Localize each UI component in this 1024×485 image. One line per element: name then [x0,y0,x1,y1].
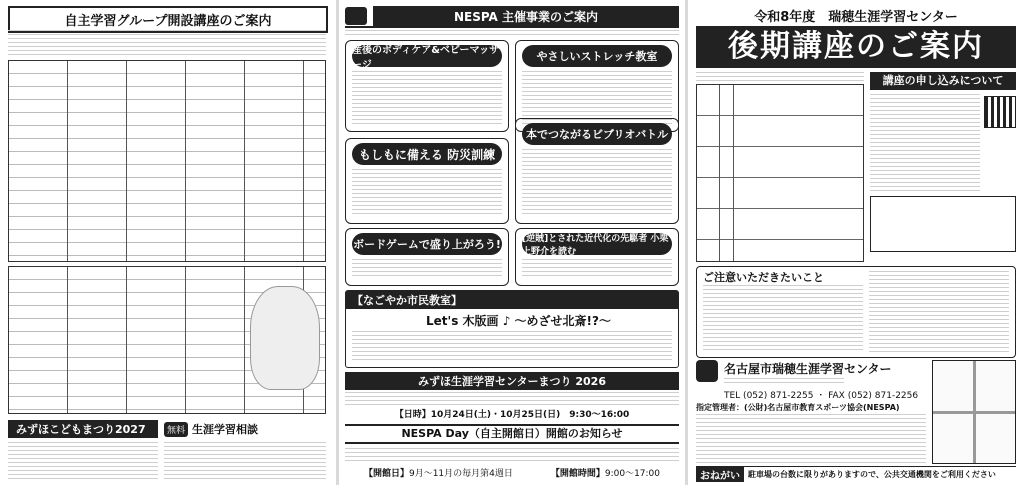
bottom-note [696,466,1016,482]
open-day-label: 【開館日】 [363,469,409,479]
card-stretch-title: やさしいストレッチ教室 [522,45,672,67]
consultation-header [164,420,326,438]
nagoya-class-body [352,331,672,363]
card-postnatal-care-body [352,71,502,125]
open-day-value: 9月〜11月の毎月第4週日 [408,469,513,479]
access-map [932,360,1016,464]
card-disaster-drill-body [352,169,502,217]
course-table-top [8,60,326,262]
notes-title: ご注意いただきたいこと [703,271,824,284]
year-line: 令和8年度 瑞穂生涯学習センター [754,10,958,25]
festival-date: 【日時】10月24日(土)・10月25日(日) 9:30〜16:00 [394,410,630,420]
left-panel-title: 自主学習グループ開設講座のご案内 [8,6,328,33]
nespa-day-schedule [345,466,679,480]
qr-code-icon [984,96,1016,128]
center-name: 名古屋市瑞穂生涯学習センター [724,362,892,376]
festival-bar: みずほ生涯学習センターまつり 2026 [345,372,679,390]
postcard-example [870,196,1016,252]
bottom-note-prefix: おねがい [696,467,744,482]
notes-text-left [703,285,863,353]
middle-intro-text [345,30,679,38]
nagoya-class-title: Let's 木版画 ♪ 〜めざせ北斎!?〜 [426,314,611,328]
main-title: 後期講座のご案内 [696,26,1016,68]
card-postnatal-care [345,40,509,132]
card-disaster-drill [345,138,509,224]
card-disaster-drill-title: もしもに備える 防災訓練 [352,143,502,165]
middle-panel [339,0,685,485]
card-biblio-battle [515,118,679,224]
notes-text-right [869,271,1009,353]
operator: 指定管理者：(公財)名古屋市教育スポーツ協会(NESPA) [696,403,900,412]
consultation-title: 生涯学習相談 [192,423,259,436]
tel-fax: TEL (052) 871-2255 ・ FAX (052) 871-2256 [724,391,919,401]
card-stretch-body [522,71,672,125]
middle-header [345,6,679,28]
right-panel [688,0,1024,485]
card-oguri-body [522,259,672,279]
left-panel [0,0,336,485]
open-hours-value: 9:00〜17:00 [604,469,661,479]
schedule-table [696,84,864,262]
middle-panel-title: NESPA 主催事業のご案内 [373,6,679,27]
open-hours-label: 【開館時間】 [550,469,605,479]
card-board-game [345,228,509,286]
nespa-day-heading: NESPA Day（自主開館日）開館のお知らせ [345,424,679,444]
card-biblio-battle-title: 本でつながるビブリオバトル [522,123,672,145]
kids-festival-bar: みずほこどもまつり2027 [8,420,158,438]
card-oguri [515,228,679,286]
festival-text [345,392,679,406]
card-postnatal-care-title: 産後のボディケア&ベビーマッサージ [352,45,502,67]
nespa-logo-icon [345,7,367,25]
mascot-illustration [250,286,320,390]
address-text [724,378,844,386]
nespa-day-text [345,448,679,462]
card-board-game-title: ボードゲームで盛り上がろう! [352,233,502,255]
notes-box [696,266,1016,358]
left-intro-text [8,30,326,56]
nagoya-class-box [345,290,679,368]
kids-festival-text [8,442,158,480]
card-oguri-title: [逆賊]とされた近代化の先駆者 小栗上野介を読む [522,233,672,255]
consultation-text [164,442,326,480]
nespa-logo-icon-footer [696,360,718,382]
apply-title: 講座の申し込みについて [870,72,1016,90]
nagoya-class-bar: 【なごやか市民教室】 [346,291,678,309]
bottom-note-text: 駐車場の台数に限りがありますので、公共交通機関をご利用ください [748,470,996,479]
hours-text [696,414,926,464]
card-board-game-body [352,259,502,279]
apply-text [870,94,980,192]
schedule-caption [696,72,864,82]
free-badge: 無料 [164,422,188,437]
card-biblio-battle-body [522,149,672,217]
